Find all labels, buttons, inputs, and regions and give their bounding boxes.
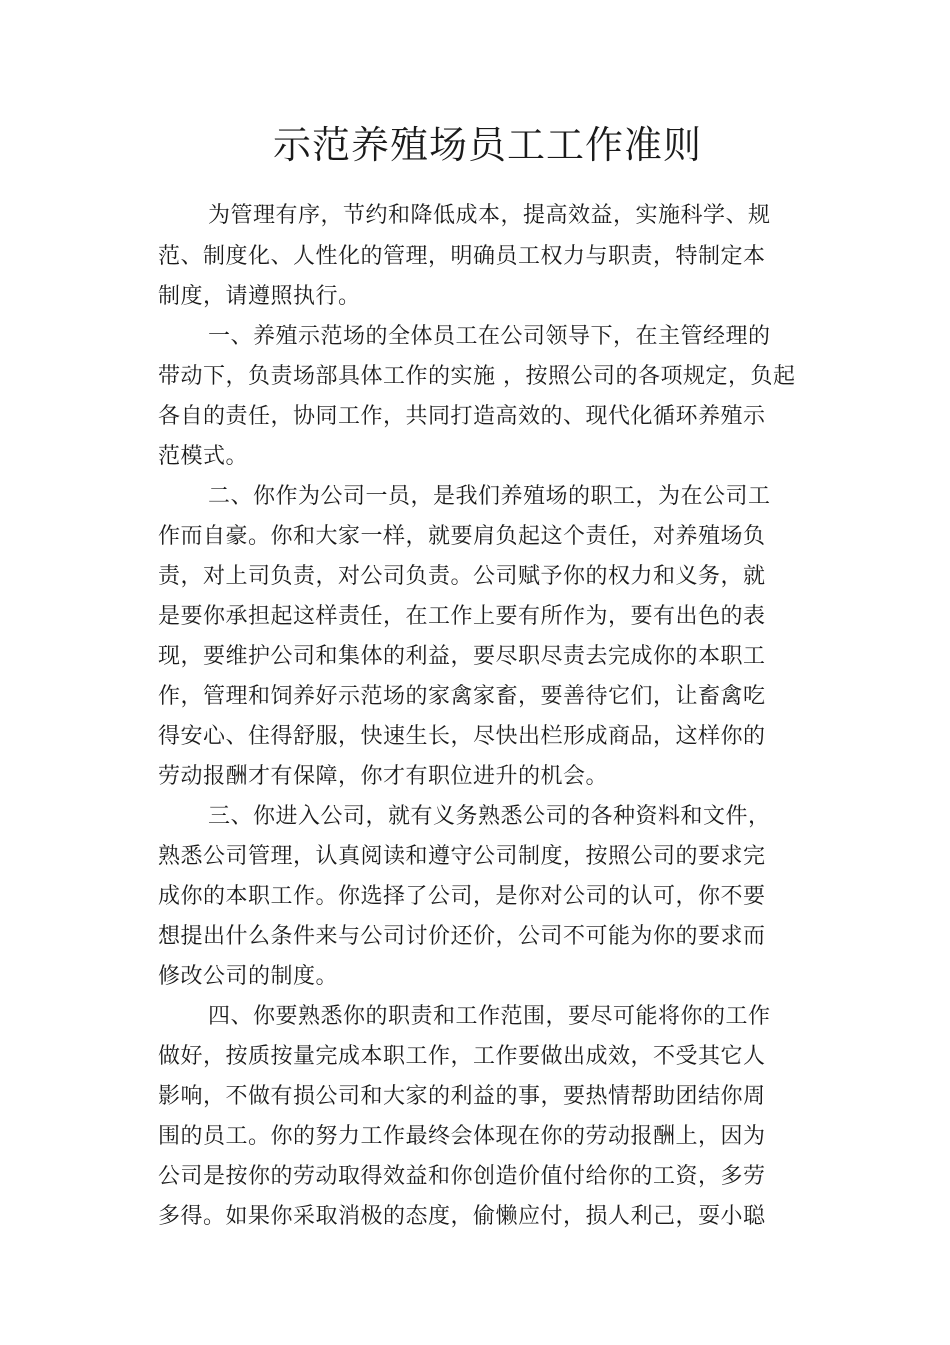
document-title: 示范养殖场员工工作准则 xyxy=(272,123,702,167)
text-line: 影响，不做有损公司和大家的利益的事，要热情帮助团结你周 xyxy=(158,1084,766,1109)
text-line: 一、养殖示范场的全体员工在公司领导下，在主管经理的 xyxy=(208,324,771,349)
text-line: 为管理有序，节约和降低成本，提高效益，实施科学、规 xyxy=(208,203,771,228)
text-line: 作而自豪。你和大家一样，就要肩负起这个责任，对养殖场负 xyxy=(158,524,766,549)
text-line: 四、你要熟悉你的职责和工作范围，要尽可能将你的工作 xyxy=(208,1004,771,1029)
text-line: 是要你承担起这样责任，在工作上要有所作为，要有出色的表 xyxy=(158,604,766,629)
text-line: 三、你进入公司，就有义务熟悉公司的各种资料和文件， xyxy=(208,804,771,829)
text-line: 作，管理和饲养好示范场的家禽家畜，要善待它们，让畜禽吃 xyxy=(158,684,766,709)
text-line: 责，对上司负责，对公司负责。公司赋予你的权力和义务，就 xyxy=(158,564,766,589)
text-line: 多得。如果你采取消极的态度，偷懒应付，损人利己，耍小聪 xyxy=(158,1204,766,1229)
text-line: 现，要维护公司和集体的利益，要尽职尽责去完成你的本职工 xyxy=(158,644,766,669)
text-line: 公司是按你的劳动取得效益和你创造价值付给你的工资，多劳 xyxy=(158,1164,766,1189)
text-line: 做好，按质按量完成本职工作，工作要做出成效，不受其它人 xyxy=(158,1044,766,1069)
text-line: 范模式。 xyxy=(158,444,249,469)
text-line: 带动下，负责场部具体工作的实施 ，按照公司的各项规定，负起 xyxy=(158,364,796,389)
text-line: 劳动报酬才有保障，你才有职位进升的机会。 xyxy=(158,764,609,789)
text-line: 二、你作为公司一员，是我们养殖场的职工，为在公司工 xyxy=(208,484,771,509)
text-line: 围的员工。你的努力工作最终会体现在你的劳动报酬上，因为 xyxy=(158,1124,766,1149)
text-line: 得安心、住得舒服，快速生长，尽快出栏形成商品，这样你的 xyxy=(158,724,766,749)
text-line: 成你的本职工作。你选择了公司，是你对公司的认可，你不要 xyxy=(158,884,766,909)
text-line: 制度，请遵照执行。 xyxy=(158,284,361,309)
text-line: 范、制度化、人性化的管理，明确员工权力与职责，特制定本 xyxy=(158,244,766,269)
text-line: 想提出什么条件来与公司讨价还价，公司不可能为你的要求而 xyxy=(158,924,766,949)
text-line: 各自的责任，协同工作，共同打造高效的、现代化循环养殖示 xyxy=(158,404,766,429)
text-line: 熟悉公司管理，认真阅读和遵守公司制度，按照公司的要求完 xyxy=(158,844,766,869)
text-line: 修改公司的制度。 xyxy=(158,964,339,989)
